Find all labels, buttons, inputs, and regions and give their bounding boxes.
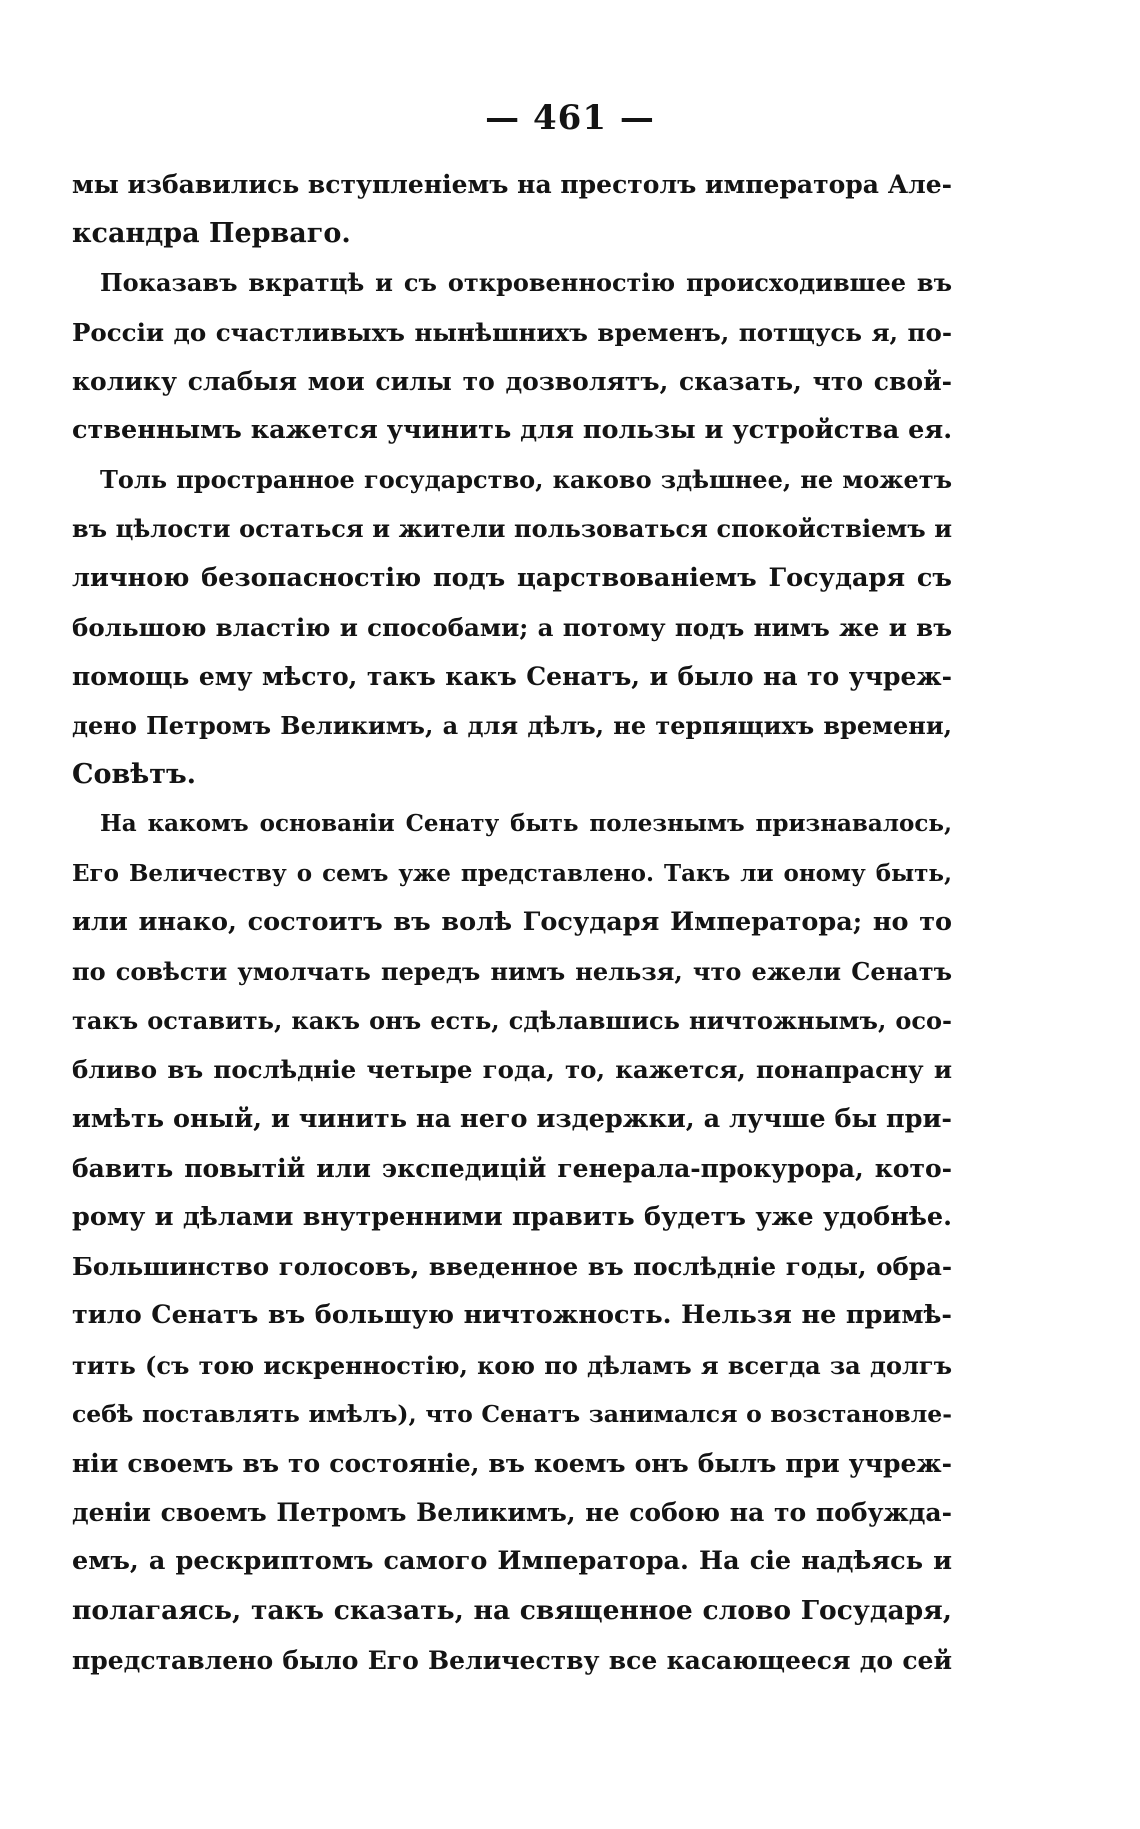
text-line: личною безопасностію подъ царствованіемъ Государя съ [72,562,952,593]
body-text [72,160,952,1685]
text-line: себѣ поставлять имѣлъ), что Сенатъ занимался о возстановле- [72,1399,952,1428]
text-line: Россіи до счастливыхъ нынѣшнихъ временъ, потщусь я, по- [72,317,952,347]
text-line: ніи своемъ въ то состояніе, въ коемъ онъ былъ при учреж- [72,1448,952,1478]
text-line: рому и дѣлами внутренними править будетъ уже удобнѣе. [72,1201,952,1232]
text-line: Показавъ вкратцѣ и съ откровенностію происходившее въ [100,268,952,298]
text-line: мы избавились вступленіемъ на престолъ императора Але- [72,170,952,199]
text-line: такъ оставить, какъ онъ есть, сдѣлавшись ничтожнымъ, осо- [72,1006,952,1036]
text-line: полагаясь, такъ сказать, на священное слово Государя, [72,1595,952,1627]
text-line: тило Сенатъ въ большую ничтожность. Нельзя не примѣ- [72,1300,952,1331]
text-line: имѣть оный, и чинить на него издержки, а лучше бы при- [72,1103,952,1134]
page-number: — 461 — [485,98,655,138]
text-line: ственнымъ кажется учинить для пользы и устройства ея. [72,414,953,445]
text-line: большою властію и способами; а потому подъ нимъ же и въ [72,612,952,642]
text-line: по совѣсти умолчать передъ нимъ нельзя, что ежели Сенатъ [72,957,952,986]
text-line: Совѣтъ. [72,759,197,791]
text-line: тить (съ тою искренностію, кою по дѣламъ я всегда за долгъ [72,1350,952,1380]
text-line: или инако, состоитъ въ волѣ Государя Императора; но то [72,906,952,937]
text-line: въ цѣлости остаться и жители пользоваться спокойствіемъ и [72,514,952,544]
text-line: емъ, а рескриптомъ самого Императора. На сіе надѣясь и [72,1546,952,1577]
text-line: Толь пространное государство, каково здѣшнее, не можетъ [100,465,952,495]
text-line: помощь ему мѣсто, такъ какъ Сенатъ, и было на то учреж- [72,661,952,691]
text-line: Его Величеству о семъ уже представлено. Такъ ли оному быть, [72,859,952,887]
text-line: представлено было Его Величеству все касающееся до сей [72,1645,952,1675]
text-line: ксандра Перваго. [72,218,351,250]
text-line: колику слабыя мои силы то дозволятъ, сказать, что свой- [72,366,952,396]
text-line: бливо въ послѣдніе четыре года, то, кажется, понапрасну и [72,1055,952,1085]
text-line: бавить повытій или экспедицій генерала-прокурора, кото- [72,1153,952,1183]
text-line: Большинство голосовъ, введенное въ послѣдніе годы, обра- [72,1252,952,1282]
text-line: деніи своемъ Петромъ Великимъ, не собою на то побужда- [72,1498,952,1528]
text-line: дено Петромъ Великимъ, а для дѣлъ, не терпящихъ времени, [72,711,952,741]
text-line: На какомъ основаніи Сенату быть полезнымъ признавалось, [100,810,952,838]
